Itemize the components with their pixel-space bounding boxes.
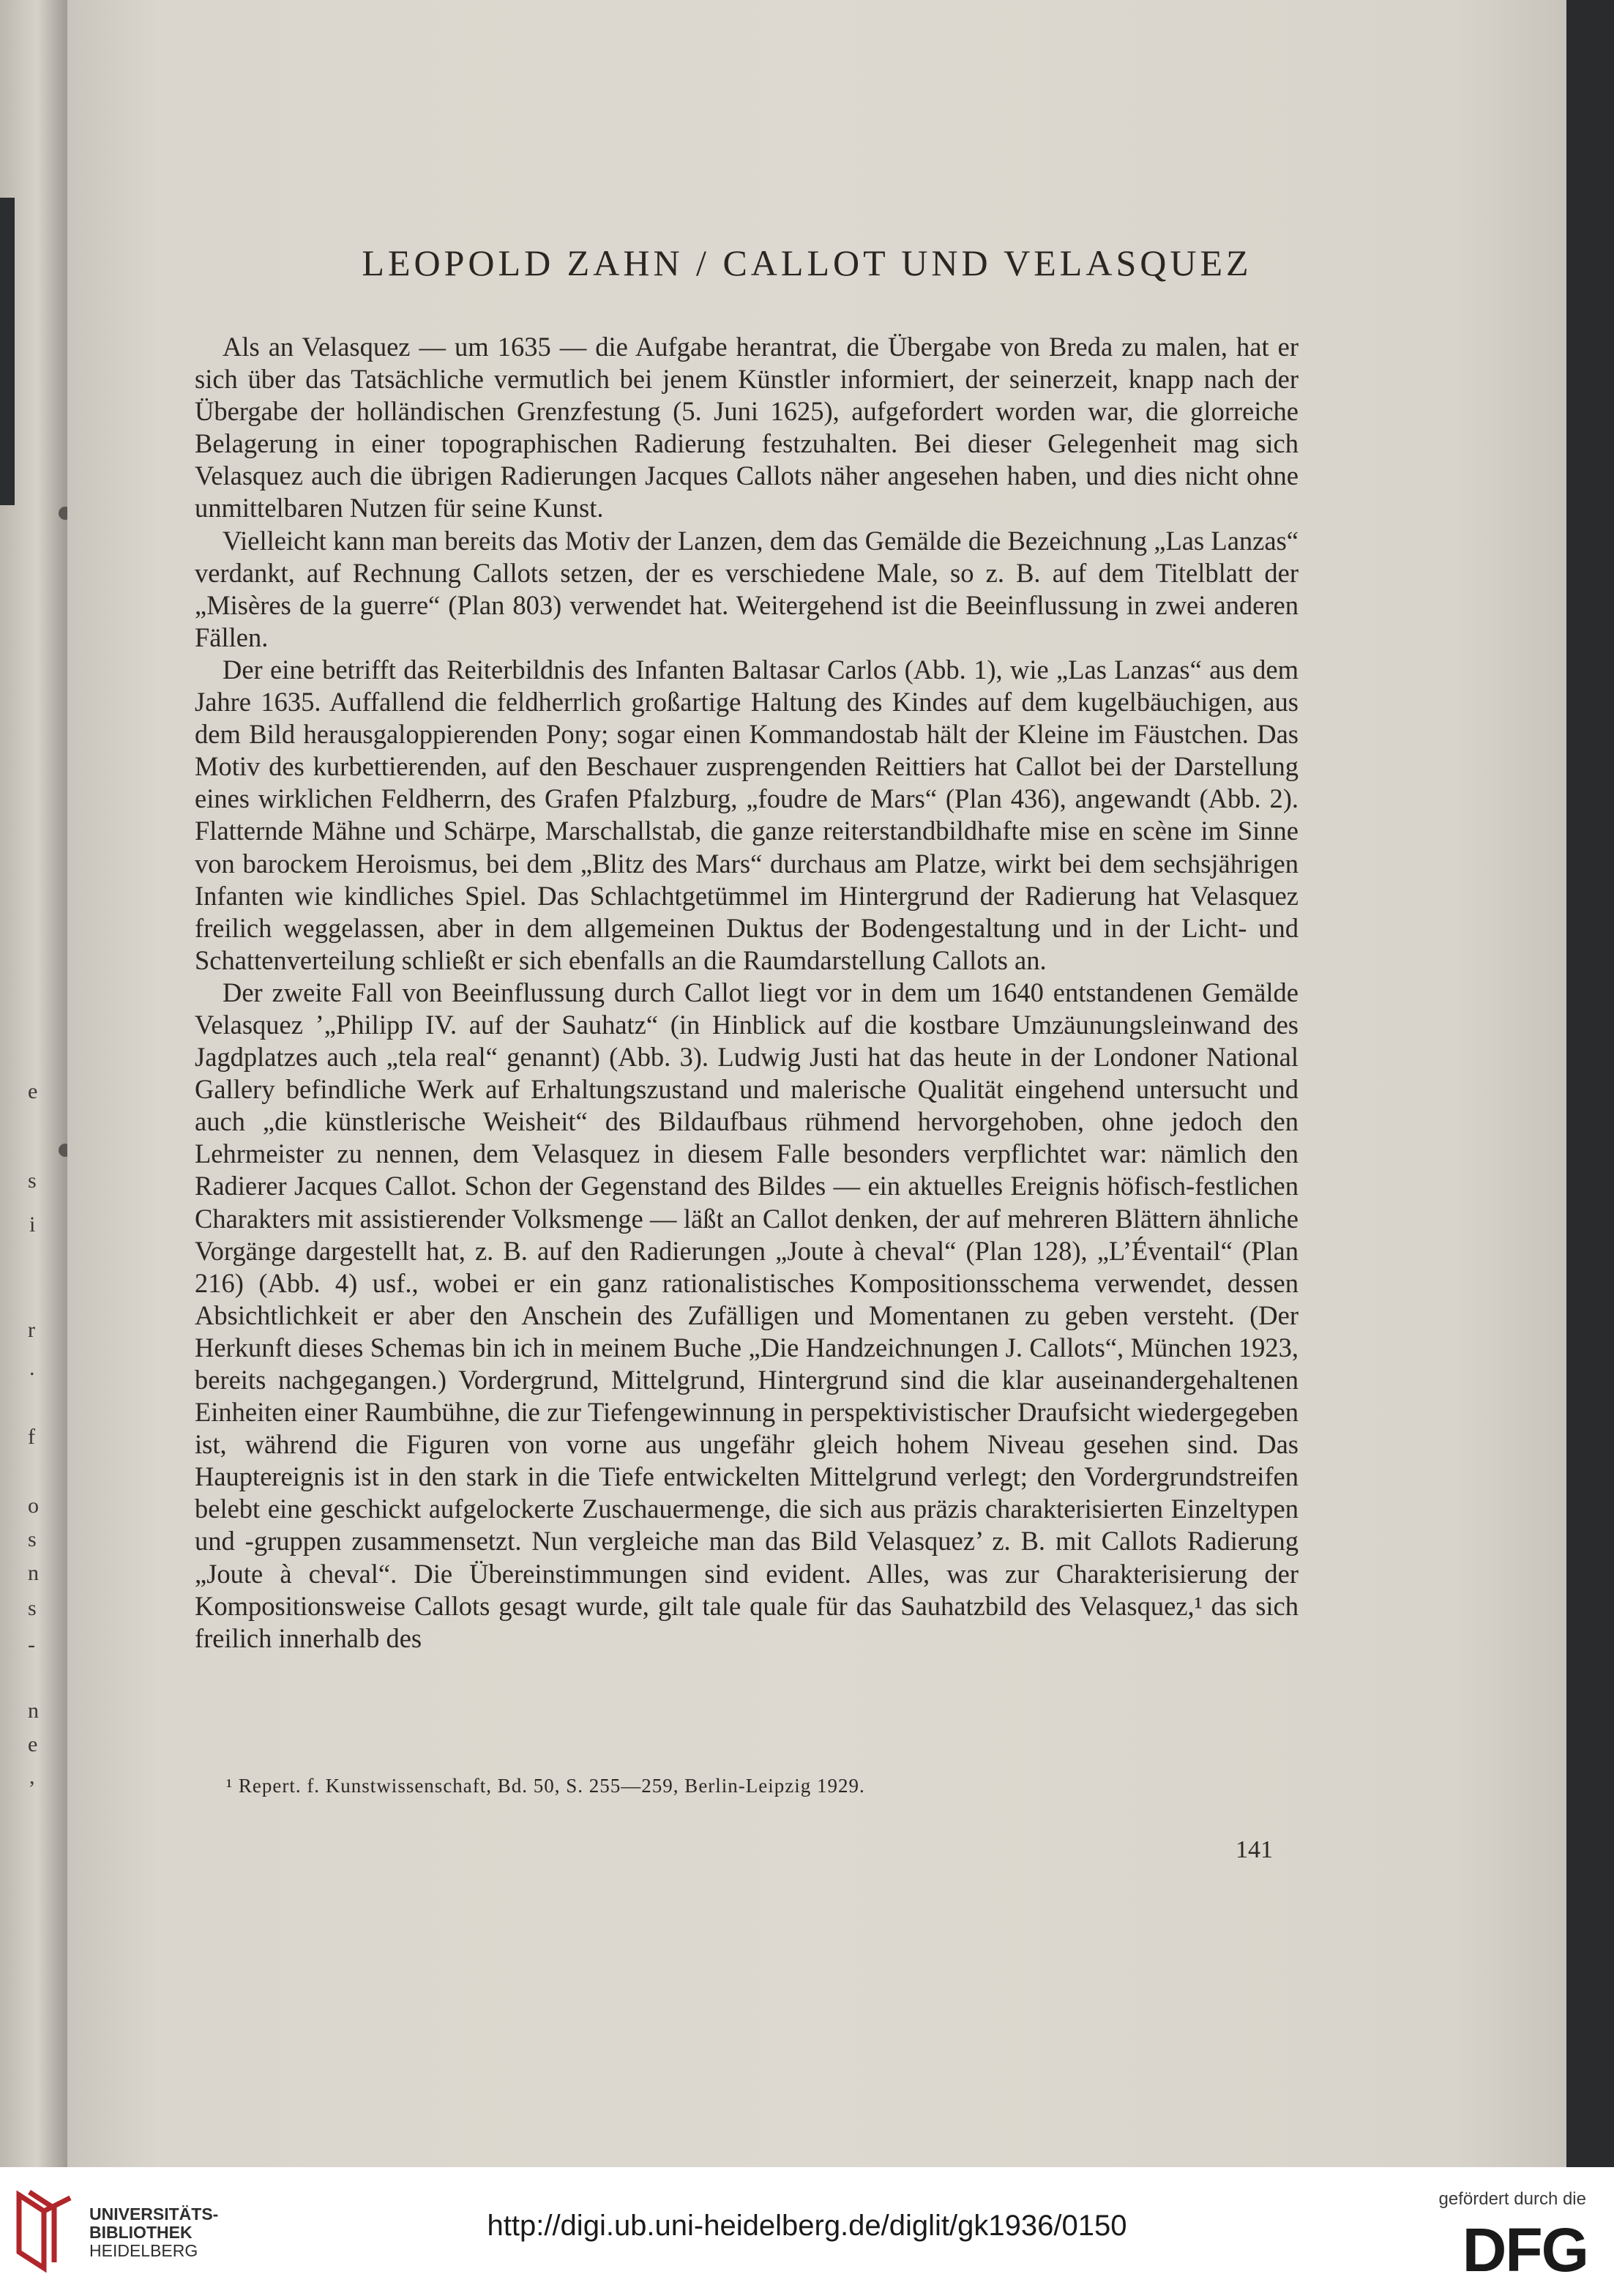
- paragraph: Der eine betrifft das Reiterbildnis des Infanten Baltasar Carlos (Abb. 1), wie „Las Lanzas“ aus dem Jahre 1635. Auffallend die feldherrlich großartige Haltung des Kindes auf dem kugelbäuchigen, aus dem Bild herausgaloppierenden Pony; sogar einen Kommandostab hält der Kleine im Fäustchen. Das Motiv des kurbettierenden, auf den Beschauer zusprengenden Reittiers hat Callot bei der Darstellung eines wirklichen Feldherrn, des Grafen Pfalzburg, „foudre de Mars“ (Plan 436), angewandt (Abb. 2). Flatternde Mähne und Schärpe, Marschallstab, die ganze reiterstandbildhafte mise en scène im Sinne von barockem Heroismus, bei dem „Blitz des Mars“ durchaus am Platze, wirkt bei dem sechsjährigen Infanten wie kindliches Spiel. Das Schlachtgetümmel im Hintergrund der Radierung hat Velasquez freilich weggelassen, aber in dem allgemeinen Duktus der Bodengestaltung und in der Licht- und Schattenverteilung schließt er sich ebenfalls an die Raumdarstellung Callots an.: [195, 654, 1299, 975]
- library-name-line: UNIVERSITÄTS-: [89, 2204, 219, 2224]
- fragment-letter: e: [28, 1732, 38, 1756]
- library-name-line: HEIDELBERG: [89, 2241, 198, 2260]
- fragment-letter: n: [28, 1561, 39, 1585]
- fragment-letter: f: [28, 1425, 35, 1449]
- article-title: LEOPOLD ZAHN / CALLOT UND VELASQUEZ: [362, 242, 1252, 283]
- fragment-letter: s: [28, 1527, 37, 1551]
- dfg-logo: DFG: [1462, 2215, 1588, 2284]
- fragment-letter: s: [28, 1596, 37, 1620]
- library-name-line: BIBLIOTHEK: [89, 2223, 193, 2242]
- paragraph: Der zweite Fall von Beeinflussung durch Callot liegt vor in dem um 1640 entstandenen Gemälde Velasquez ’„Philipp IV. auf der Sauhatz“ (in Hinblick auf die kostbare Umzäunungsleinwand des Jagdplatzes auch „tela real“ genannt) (Abb. 3). Ludwig Justi hat das heute in der Londoner National Gallery befindliche Werk auf Erhaltungszustand und malerische Qualität eingehend untersucht und auch „die künstlerische Weisheit“ des Bildaufbaus rühmend hervorgehoben, ohne jedoch den Lehrmeister zu nennen, dem Velasquez in diesem Falle besonders verpflichtet war: nämlich den Radierer Jacques Callot. Schon der Gegenstand des Bildes — ein aktuelles Ereignis höfisch-festlichen Charakters mit assistierender Volksmenge — läßt an Callot denken, der auf mehreren Blättern ähnliche Vorgänge dargestellt hat, z. B. auf den Radierungen „Joute à cheval“ (Plan 128), „L’Éventail“ (Plan 216) (Abb. 4) usf., wobei er ein ganz rationalistisches Kompositionsschema verwendet, dessen Absichtlichkeit er aber den Anschein des Zufälligen und Momentanen zu geben versteht. (Der Herkunft dieses Schemas bin ich in meinem Buche „Die Handzeichnungen J. Callots“, München 1923, bereits nachgegangen.) Vordergrund, Mittelgrund, Hintergrund sind die klar auseinandergehaltenen Einheiten einer Raumbühne, die zur Tiefengewinnung in perspektivistischer Draufsicht wiedergegeben ist, während die Figuren von vorne aus ungefähr gleich hohem Niveau gesehen sind. Das Hauptereignis ist in den stark in die Tiefe entwickelten Mittelgrund verlegt; den Vordergrundstreifen belebt eine geschickt aufgelockerte Zuschauermenge, die sich aus präzis charakterisierten Einzeltypen und -gruppen zusammensetzt. Nun vergleiche man das Bild Velasquez’ z. B. mit Callots Radierung „Joute à cheval“. Die Übereinstimmungen sind evident. Alles, was zur Charakterisierung der Kompositionsweise Callots gesagt wurde, gilt tale quale für das Sauhatzbild des Velasquez,¹ das sich freilich innerhalb des: [195, 977, 1299, 1653]
- fragment-letter: -: [28, 1633, 35, 1657]
- paragraph: Als an Velasquez — um 1635 — die Aufgabe herantrat, die Übergabe von Breda zu malen, hat er sich über das Tatsächliche vermutlich bei jenem Künstler informiert, der seinerzeit, knapp nach der Übergabe der holländischen Grenzfestung (5. Juni 1625), aufgefordert worden war, die glorreiche Belagerung in einer topographischen Radierung festzuhalten. Bei dieser Gelegenheit mag sich Velasquez auch die übrigen Radierungen Jacques Callots näher angesehen haben, und dies nicht ohne unmittelbaren Nutzen für seine Kunst.: [195, 332, 1299, 523]
- fragment-letter: ,: [29, 1764, 35, 1789]
- fragment-letter: i: [29, 1212, 36, 1237]
- fragment-letter: n: [28, 1699, 39, 1723]
- fragment-letter: o: [28, 1494, 39, 1518]
- footnote: ¹ Repert. f. Kunstwissenschaft, Bd. 50, S. 255—259, Berlin-Leipzig 1929.: [226, 1775, 865, 1797]
- source-url-link[interactable]: http://digi.ub.uni-heidelberg.de/diglit/gk1936/0150: [487, 2210, 1127, 2242]
- fragment-letter: e: [28, 1079, 38, 1103]
- paragraph: Vielleicht kann man bereits das Motiv der Lanzen, dem das Gemälde die Bezeichnung „Las Lanzas“ verdankt, auf Rechnung Callots setzen, der es verschiedene Male, so z. B. auf dem Titelblatt der „Misères de la guerre“ (Plan 803) verwendet hat. Weitergehend ist die Beeinflussung in zwei anderen Fällen.: [195, 525, 1299, 652]
- right-scan-margin: [1566, 0, 1614, 2167]
- left-page-fragments: [0, 0, 67, 2167]
- fragment-letter: .: [29, 1356, 35, 1380]
- page-number: 141: [1236, 1836, 1273, 1863]
- article-body: [195, 331, 1299, 1655]
- fragment-letter: r: [28, 1318, 35, 1342]
- digitization-footer: [0, 2167, 1614, 2296]
- fragment-letter: s: [28, 1168, 37, 1193]
- funded-by-label: gefördert durch die: [1438, 2189, 1586, 2209]
